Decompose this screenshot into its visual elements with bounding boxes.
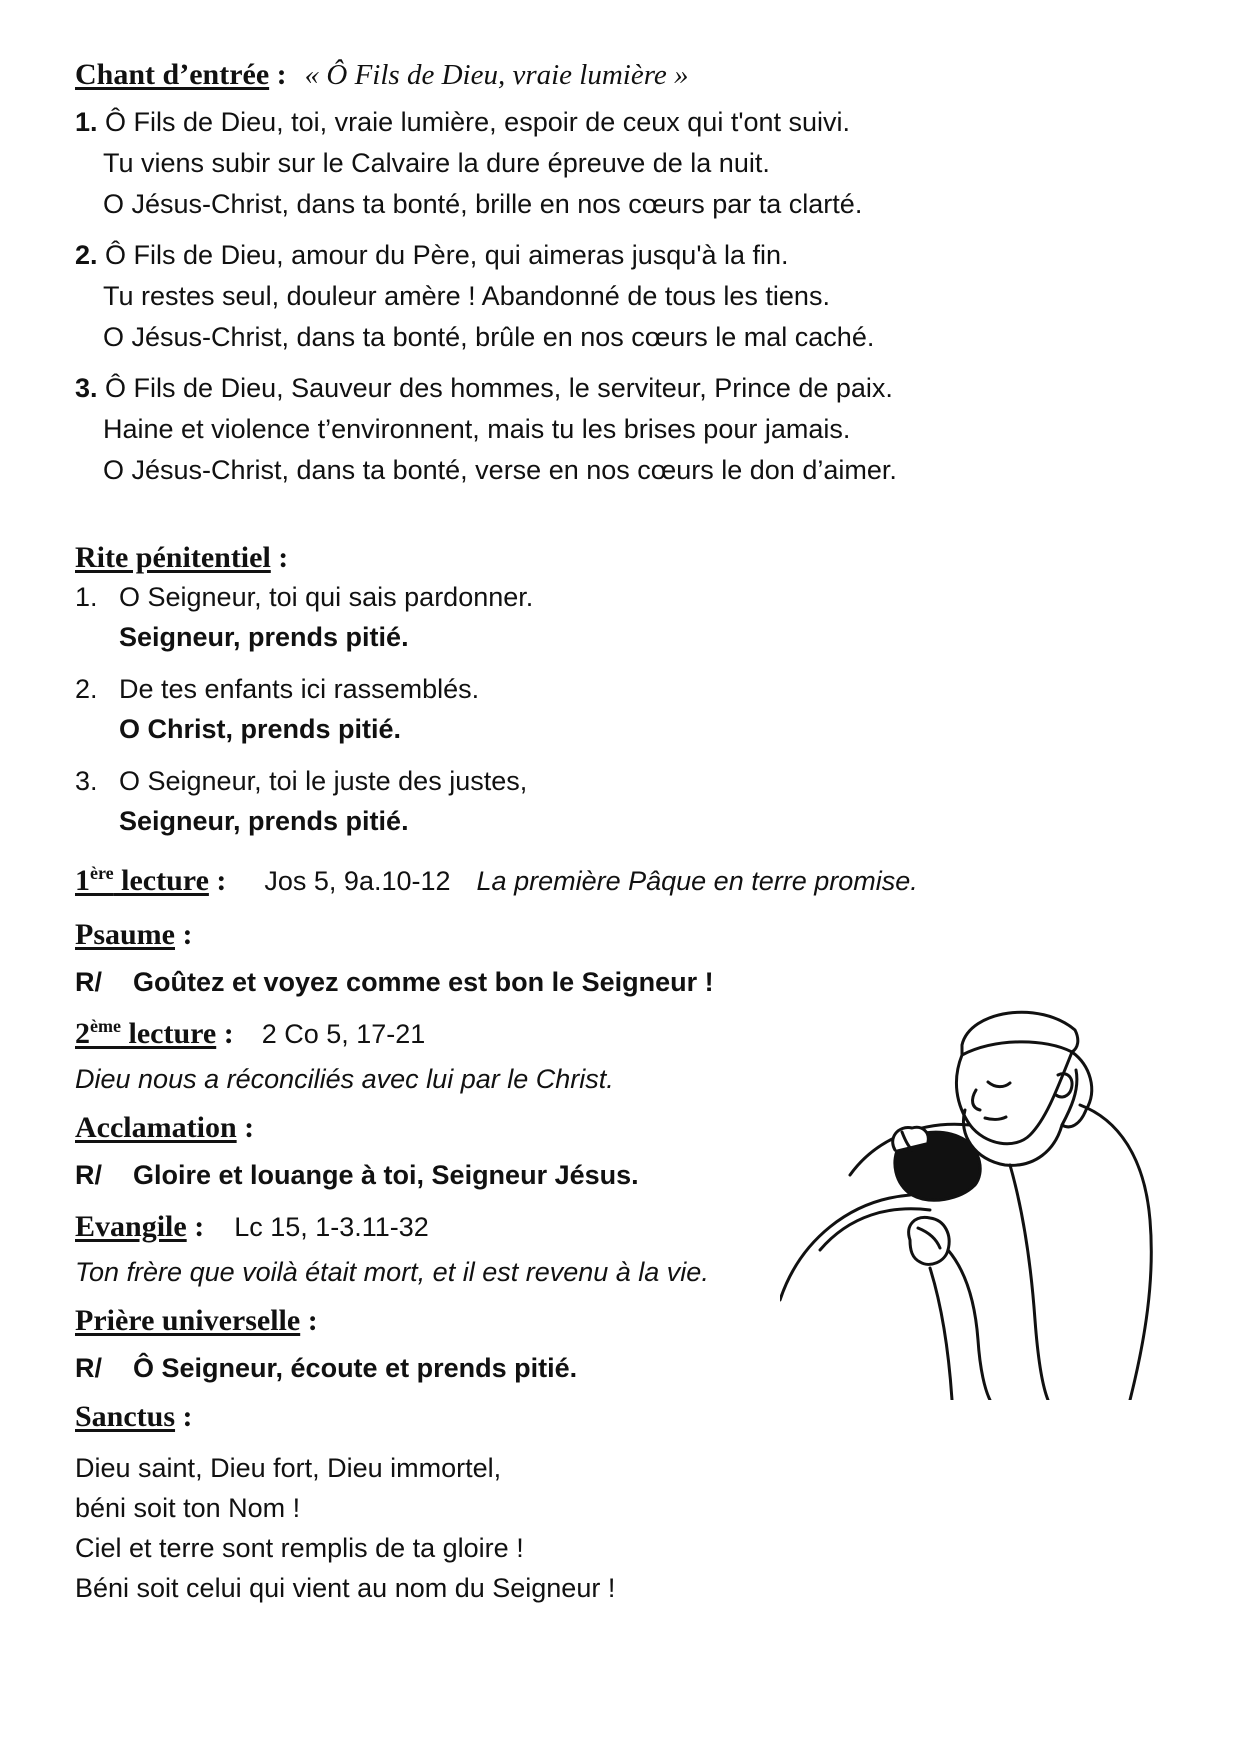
second-reading: 2ème lecture : 2 Co 5, 17-21 bbox=[75, 1016, 426, 1050]
penitential-item-2: 2. De tes enfants ici rassemblés. O Christ, prends pitié. bbox=[75, 674, 480, 744]
father-hand-bottom bbox=[909, 1217, 949, 1264]
verse-3: 3. Ô Fils de Dieu, Sauveur des hommes, le serviteur, Prince de paix. Haine et violence t’environnent, mais tu les brises pour jamais. O Jésus-Christ, dans ta bonté, verse en nos cœurs le don d’aimer. bbox=[75, 373, 897, 485]
penitential-heading: Rite pénitentiel : bbox=[75, 541, 289, 574]
first-reading: 1ère lecture : Jos 5, 9a.10-12 La première Pâque en terre promise. bbox=[75, 863, 918, 897]
father-cap bbox=[962, 1012, 1078, 1055]
first-reading-reference: Jos 5, 9a.10-12 bbox=[264, 866, 451, 896]
prayer-response: R/ Ô Seigneur, écoute et prends pitié. bbox=[75, 1353, 578, 1383]
penitential-item-3: 3. O Seigneur, toi le juste des justes, Seigneur, prends pitié. bbox=[75, 766, 528, 836]
father-nose bbox=[973, 1090, 980, 1110]
entrance-heading: Chant d’entrée : « Ô Fils de Dieu, vraie lumière » bbox=[75, 58, 689, 91]
psalm-response: R/ Goûtez et voyez comme est bon le Seigneur ! bbox=[75, 967, 714, 997]
gospel-title: Ton frère que voilà était mort, et il est revenu à la vie. bbox=[75, 1257, 709, 1287]
entrance-song-title: « Ô Fils de Dieu, vraie lumière » bbox=[304, 59, 689, 91]
second-reading-title: Dieu nous a réconciliés avec lui par le Christ. bbox=[75, 1064, 614, 1094]
verse-1: 1. Ô Fils de Dieu, toi, vraie lumière, espoir de ceux qui t'ont suivi. Tu viens subir sur le Calvaire la dure épreuve de la nuit. O Jésus-Christ, dans ta bonté, brille en nos cœurs par ta clarté. bbox=[75, 107, 863, 219]
father-embracing-son-illustration bbox=[780, 1000, 1190, 1400]
gospel: Evangile : Lc 15, 1-3.11-32 bbox=[75, 1210, 429, 1243]
acclamation-heading: Acclamation : bbox=[75, 1111, 255, 1144]
psalm-heading: Psaume : bbox=[75, 918, 193, 951]
sanctus-heading: Sanctus : bbox=[75, 1400, 193, 1433]
first-reading-title: La première Pâque en terre promise. bbox=[476, 866, 918, 896]
father-sleeve bbox=[948, 1250, 990, 1400]
gospel-reference: Lc 15, 1-3.11-32 bbox=[234, 1212, 429, 1242]
father-mouth bbox=[985, 1117, 1006, 1119]
second-reading-reference: 2 Co 5, 17-21 bbox=[261, 1019, 426, 1049]
prayer-heading: Prière universelle : bbox=[75, 1304, 318, 1337]
entrance-verses bbox=[75, 102, 1195, 491]
father-robe bbox=[1080, 1105, 1151, 1400]
acclamation-response: R/ Gloire et louange à toi, Seigneur Jésus. bbox=[75, 1160, 639, 1190]
penitential-items bbox=[75, 577, 1195, 841]
sanctus-text: Dieu saint, Dieu fort, Dieu immortel, béni soit ton Nom ! Ciel et terre sont remplis de ta gloire ! Béni soit celui qui vient au nom du Seigneur ! bbox=[75, 1453, 616, 1603]
penitential-item-1: 1. O Seigneur, toi qui sais pardonner. Seigneur, prends pitié. bbox=[75, 582, 534, 652]
father-robe-inner bbox=[1010, 1165, 1048, 1400]
father-eye bbox=[988, 1082, 1010, 1087]
verse-2: 2. Ô Fils de Dieu, amour du Père, qui aimeras jusqu'à la fin. Tu restes seul, douleur amère ! Abandonné de tous les tiens. O Jésus-Christ, dans ta bonté, brûle en nos cœurs le mal caché. bbox=[75, 240, 875, 352]
